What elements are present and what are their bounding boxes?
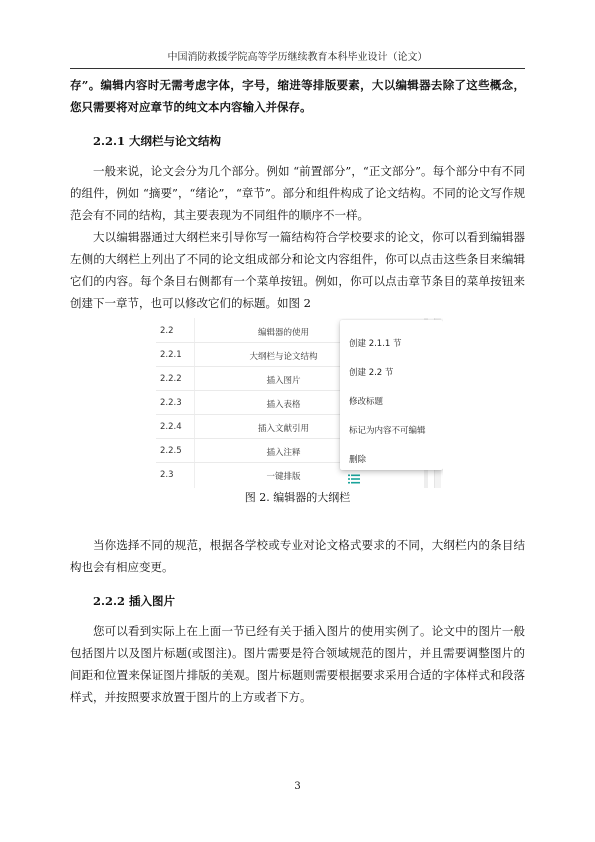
outline-row[interactable]: 2.2.5 插入注释 — [160, 446, 301, 458]
menu-item-rename[interactable]: 修改标题 — [349, 397, 384, 407]
paragraph-intro: 存”。编辑内容时无需考虑字体，字号，缩进等排版要素，大以编辑器去除了这些概念，您只需要将对应章节的纯文本内容输入并保存。 — [70, 78, 525, 114]
paragraph-spec: 当你选择不同的规范，根据各学校或专业对论文格式要求的不同，大纲栏内的条目结构也会有相应变更。 — [70, 538, 525, 574]
outline-row[interactable]: 2.2.1 大纲栏与论文结构 — [160, 350, 318, 362]
heading-2-2-1: 2.2.1 大纲栏与论文结构 — [93, 134, 222, 148]
header-rule — [70, 68, 525, 69]
outline-row[interactable]: 2.2.4 插入文献引用 — [160, 422, 309, 434]
outline-row[interactable]: 2.2.2 插入图片 — [160, 374, 301, 386]
menu-item-delete[interactable]: 删除 — [349, 455, 367, 465]
context-menu — [340, 320, 443, 470]
menu-item-create-2-1-1[interactable]: 创建 2.1.1 节 — [349, 339, 402, 349]
outline-figure — [156, 318, 443, 488]
page-number: 3 — [294, 781, 301, 792]
menu-item-lock[interactable]: 标记为内容不可编辑 — [349, 426, 426, 436]
menu-item-create-2-2[interactable]: 创建 2.2 节 — [349, 368, 394, 378]
outline-row[interactable]: 2.2 编辑器的使用 — [160, 326, 309, 338]
page-content — [70, 74, 525, 708]
page-header: 中国消防救援学院高等学历继续教育本科毕业设计（论文） — [167, 52, 428, 63]
paragraph-outline: 大以编辑器通过大纲栏来引导你写一篇结构符合学校要求的论文，你可以看到编辑器左侧的大纲栏上列出了不同的论文组成部分和论文内容组件，你可以点击这些条目来编辑它们的内容。每个条目右侧都有一个菜单按钮。例如，你可以点击章节条目的菜单按钮来创建下一章节，也可以修改它们的标题。如图 2 — [70, 230, 525, 310]
paragraph-images: 您可以看到实际上在上面一节已经有关于插入图片的使用实例了。论文中的图片一般包括图片以及图片标题(或图注)。图片需要是符合领域规范的图片，并且需要调整图片的间距和位置来保证图片排版的美观。图片标题则需要根据要求采用合适的字体样式和段落样式，并按照要求放置于图片的上方或者下方。 — [70, 624, 525, 704]
figure-caption: 图 2. 编辑器的大纲栏 — [244, 491, 351, 504]
list-icon[interactable] — [348, 474, 360, 484]
outline-row[interactable]: 2.2.3 插入表格 — [160, 398, 301, 410]
outline-row[interactable]: 2.3 一键排版 — [160, 470, 301, 482]
paragraph-structure: 一般来说，论文会分为几个部分。例如 “前置部分”，“正文部分”。每个部分中有不同的组件，例如 “摘要”，“绪论”，“章节”。部分和组件构成了论文结构。不同的论文写作规范会有不同的结构，其主要表现为不同组件的顺序不一样。 — [70, 164, 525, 222]
heading-2-2-2: 2.2.2 插入图片 — [93, 594, 176, 608]
